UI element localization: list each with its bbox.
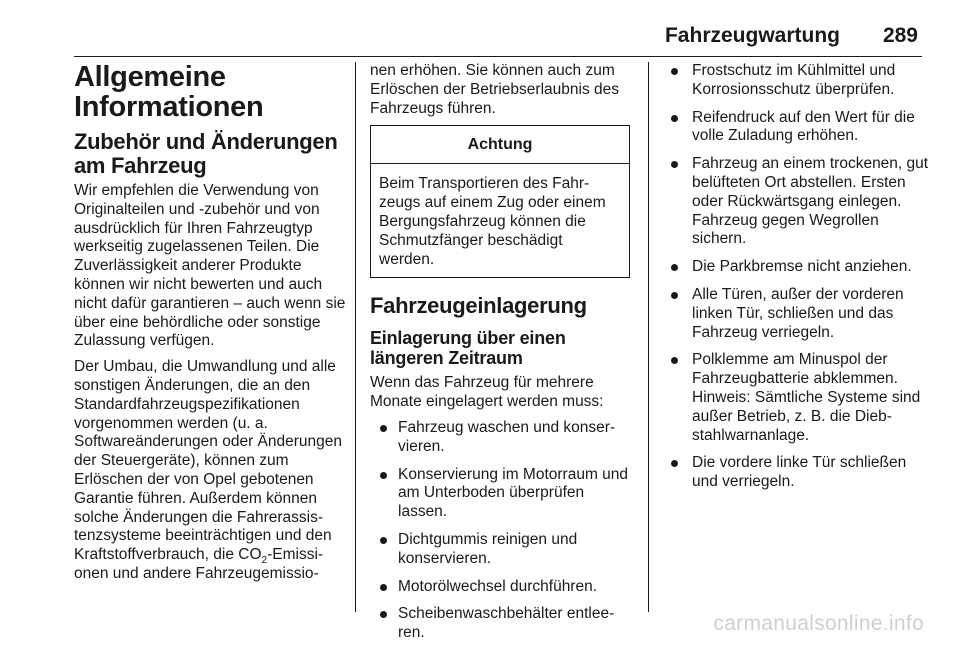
column-left xyxy=(74,62,346,591)
list-item xyxy=(370,466,632,522)
bullet-icon xyxy=(380,425,387,432)
caution-title: Achtung xyxy=(371,126,629,164)
bullet-icon xyxy=(671,264,678,271)
list-item-text: Fahrzeug waschen und konservieren. xyxy=(398,418,616,455)
list-item-text: Frostschutz im Kühlmittel und Korrosionsschutz überprüfen. xyxy=(692,62,896,98)
bullet-icon xyxy=(380,537,387,544)
watermark: carmanualsonline.info xyxy=(713,612,924,635)
list-item xyxy=(667,286,929,342)
bullet-icon xyxy=(671,357,678,364)
running-header-title: Fahrzeugwartung xyxy=(664,24,840,47)
bullet-icon xyxy=(671,292,678,299)
bullet-icon xyxy=(671,460,678,467)
co2-subscript: 2 xyxy=(261,555,268,567)
section-heading-accessories-line2: am Fahrzeug xyxy=(74,153,207,178)
list-item-text: Dichtgummis reinigen und konservieren. xyxy=(398,530,578,567)
list-item xyxy=(667,62,929,100)
page-number: 289 xyxy=(882,24,918,47)
column-right xyxy=(667,62,929,501)
list-item xyxy=(667,454,929,492)
list-item xyxy=(370,531,632,569)
subsection-heading-long-storage: Einlagerung über einen längeren Zeitraum xyxy=(370,328,566,369)
list-item xyxy=(667,155,929,249)
page-header xyxy=(0,0,960,60)
storage-list-part2 xyxy=(667,62,929,492)
bullet-icon xyxy=(671,161,678,168)
list-item-text: Konservierung im Motorraum und am Unterboden überprüfen lassen. xyxy=(398,465,629,521)
storage-intro: Wenn das Fahrzeug für mehrere Monate eingelagert werden muss: xyxy=(370,374,604,411)
bullet-icon xyxy=(671,115,678,122)
paragraph-modifications-text-b: -Emissionen und andere Fahrzeugemissio- xyxy=(74,546,324,582)
header-divider xyxy=(74,56,922,57)
caution-body: Beim Transportieren des Fahrzeugs auf einem Zug oder einem Bergungsfahrzeug können die Schmutzfänger beschädigt werden. xyxy=(379,175,606,268)
list-item-text: Die vordere linke Tür schließen und verriegeln. xyxy=(692,454,907,491)
column-divider-left xyxy=(355,62,356,612)
section-heading-storage: Fahrzeugeinlagerung xyxy=(370,293,587,319)
list-item-text: Reifendruck auf den Wert für die volle Zuladung erhöhen. xyxy=(692,108,915,145)
list-item-text: Motorölwechsel durchführen. xyxy=(398,577,598,595)
list-item-text: Alle Türen, außer der vorderen linken Tür, schließen und das Fahrzeug verriegeln. xyxy=(692,285,904,341)
caution-box xyxy=(370,125,630,278)
list-item xyxy=(667,258,929,277)
list-item-text: Fahrzeug an einem trockenen, gut belüfteten Ort abstellen. Ersten oder Rückwärtsgang einlegen. Fahrzeug gegen Wegrollen sichern. xyxy=(692,155,929,248)
list-item xyxy=(370,578,632,597)
bullet-icon xyxy=(380,472,387,479)
storage-list-part1 xyxy=(370,419,632,643)
list-item xyxy=(370,419,632,457)
list-item-text: Polklemme am Minuspol der Fahrzeugbatterie abklemmen. Hinweis: Sämtliche Systeme sind außer Betrieb, z. B. die Diebstahlwarnanlage. xyxy=(692,351,921,444)
bullet-icon xyxy=(671,68,678,75)
bullet-icon xyxy=(380,584,387,591)
list-item-text: Scheibenwaschbehälter entleeren. xyxy=(398,605,615,642)
chapter-heading-line1: Allgemeine xyxy=(74,61,226,93)
bullet-icon xyxy=(380,611,387,618)
paragraph-continued: nen erhöhen. Sie können auch zum Erlöschen der Betriebserlaubnis des Fahrzeugs führen. xyxy=(370,62,619,117)
list-item xyxy=(370,605,632,643)
chapter-heading xyxy=(74,62,346,122)
list-item xyxy=(667,109,929,147)
column-middle xyxy=(370,62,632,652)
paragraph-modifications-text-a: Der Umbau, die Umwandlung und alle sonstigen Änderungen, die an den Standardfahrzeugspezifikationen vorgenommen werden (u. a. Softwareänderungen oder Änderungen der Steuergeräte), können zum Erlöschen der von Opel gebotenen Garantie führen. Außerdem können solche Änderungen die Fahrerassistenzsysteme beeinträchtigen und den Kraftstoffverbrauch, die CO xyxy=(74,358,343,564)
chapter-heading-line2: Informationen xyxy=(74,91,264,123)
paragraph-modifications xyxy=(74,358,346,584)
section-heading-accessories xyxy=(74,130,346,178)
paragraph-original-parts: Wir empfehlen die Verwendung von Originalteilen und -zubehör und von ausdrücklich für Ihren Fahrzeugtyp werkseitig zugelassenen Teilen. Die Zuverlässigkeit anderer Produkte können wir nicht bewerten und auch nicht dafür garantieren – auch wenn sie über eine behördliche oder sonstige Zulassung verfügen. xyxy=(74,182,346,350)
column-divider-right xyxy=(648,62,649,612)
list-item-text: Die Parkbremse nicht anziehen. xyxy=(692,258,912,276)
list-item xyxy=(667,351,929,445)
section-heading-accessories-line1: Zubehör und Änderungen xyxy=(74,129,338,154)
